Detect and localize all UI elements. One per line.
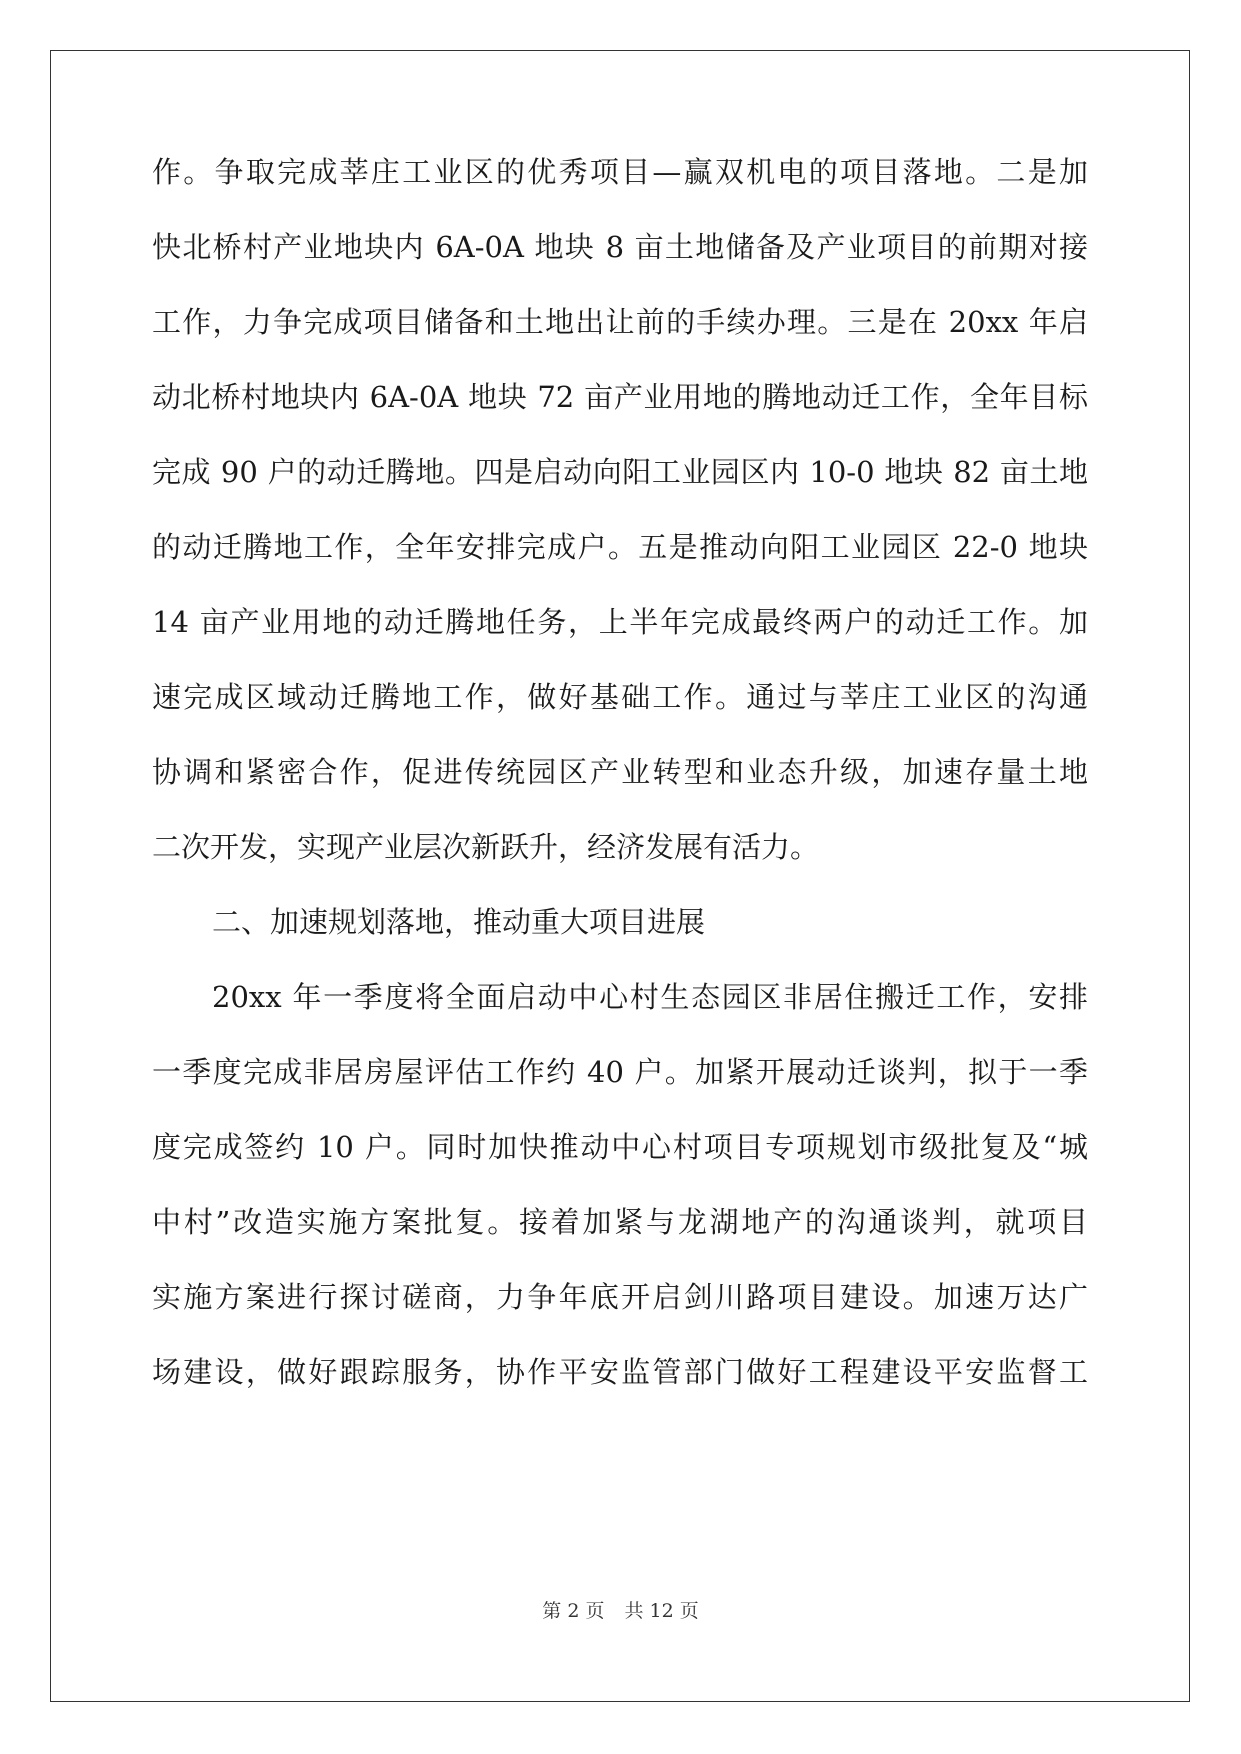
text-line: 工作，力争完成项目储备和土地出让前的手续办理。三是在 20xx 年启 xyxy=(152,305,1088,339)
text-line: 作。争取完成莘庄工业区的优秀项目—赢双机电的项目落地。二是加 xyxy=(152,155,1088,189)
text-line: 中村”改造实施方案批复。接着加紧与龙湖地产的沟通谈判，就项目 xyxy=(152,1205,1088,1239)
section-heading: 二、加速规划落地，推动重大项目进展 xyxy=(212,905,706,939)
text-line: 速完成区域动迁腾地工作，做好基础工作。通过与莘庄工业区的沟通 xyxy=(152,680,1088,714)
text-line: 场建设，做好跟踪服务，协作平安监管部门做好工程建设平安监督工 xyxy=(152,1355,1088,1389)
text-line: 的动迁腾地工作，全年安排完成户。五是推动向阳工业园区 22-0 地块 xyxy=(152,530,1088,564)
text-line: 度完成签约 10 户。同时加快推动中心村项目专项规划市级批复及“城 xyxy=(152,1130,1088,1164)
text-line: 二次开发，实现产业层次新跃升，经济发展有活力。 xyxy=(152,830,820,864)
text-line: 实施方案进行探讨磋商，力争年底开启剑川路项目建设。加速万达广 xyxy=(152,1280,1088,1314)
text-line: 一季度完成非居房屋评估工作约 40 户。加紧开展动迁谈判，拟于一季 xyxy=(152,1055,1088,1089)
page-border xyxy=(50,50,1190,1702)
text-line: 动北桥村地块内 6A-0A 地块 72 亩产业用地的腾地动迁工作，全年目标 xyxy=(152,380,1088,414)
page-number: 第 2 页 xyxy=(542,1600,605,1622)
text-line: 完成 90 户的动迁腾地。四是启动向阳工业园区内 10-0 地块 82 亩土地 xyxy=(152,455,1088,489)
text-line: 快北桥村产业地块内 6A-0A 地块 8 亩土地储备及产业项目的前期对接 xyxy=(152,230,1088,264)
page-total: 共 12 页 xyxy=(624,1600,699,1622)
text-line: 14 亩产业用地的动迁腾地任务，上半年完成最终两户的动迁工作。加 xyxy=(152,605,1088,639)
page-footer xyxy=(0,1599,1241,1623)
text-line: 协调和紧密合作，促进传统园区产业转型和业态升级，加速存量土地 xyxy=(152,755,1088,789)
text-line: 20xx 年一季度将全面启动中心村生态园区非居住搬迁工作，安排 xyxy=(212,980,1088,1014)
